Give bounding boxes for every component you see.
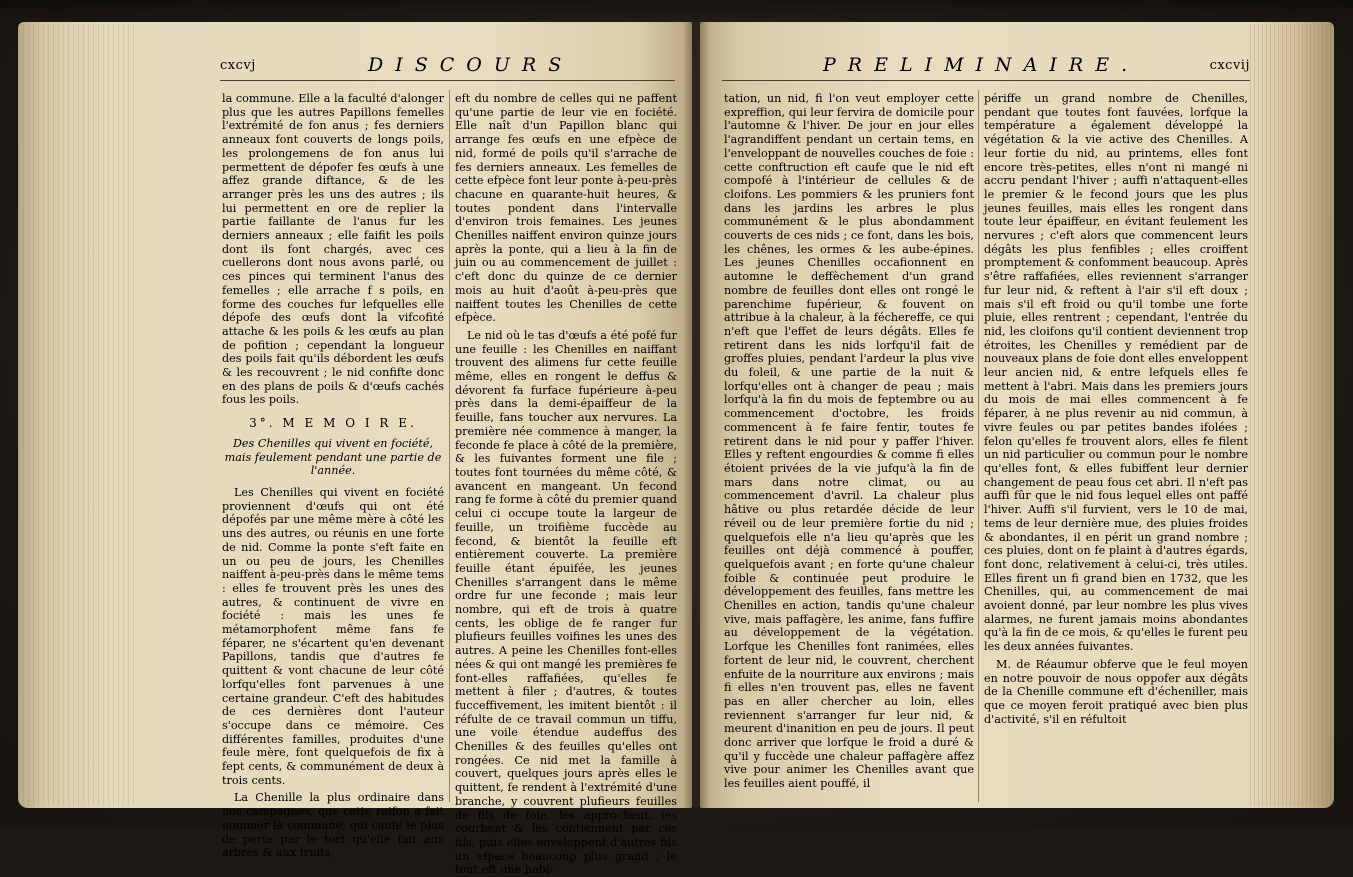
right-column-divider: [978, 90, 979, 802]
left-page-number: cxcvj: [220, 58, 256, 73]
top-shadow: [0, 0, 1353, 24]
paragraph: eft du nombre de celles qui ne paffent qu'une partie de leur vie en fociété. Elle naît d'un Papillon blanc qui arrange fes œufs en une efpèce de nid, formé de poils qu'il s'arrache de fes derniers anneaux. Les femelles de cette efpèce font leur ponte à-peu-près chacune en quarante-huit heures, & toutes pondent dans l'intervalle d'environ trois femaines. Les jeunes Chenilles naiffent environ quinze jours après la ponte, qui a lieu à la fin de juin ou au commencement de juillet : c'eft donc du quinze de ce dernier mois au huit d'août à-peu-près que naiffent toutes les Chenilles de cette efpèce.: [455, 92, 677, 325]
left-head-title: DISCOURS: [368, 54, 574, 76]
paragraph: Le nid où le tas d'œufs a été pofé fur une feuille : les Chenilles en naiffant trouvent des alimens fur cette feuille même, elles en rongent le deffus & dévorent fa furface fupérieure à-peu près dans la demi-épaiffeur de la feuille, fans toucher aux nervures. La première née commence à manger, la feconde fe place à côté de la première, & les fuivantes forment une file ; toutes font tournées du même côté, & avancent en mangeant. Un fecond rang fe forme à côté du premier quand celui ci occupe toute la largeur de feuille, un troifième fuccède au fecond, & bientôt la feuille eft entièrement couverte. La première feuille étant épuifée, les jeunes Chenilles s'arrangent dans le même ordre fur une feconde ; mais leur nombre, qui eft de trois à quatre cents, les oblige de fe ranger fur plufieurs feuilles voifines les unes des autres. A peine les Chenilles font-elles nées & qui ont mangé les premières fe font-elles raffafiées, qu'elles fe mettent à filer ; d'autres, & toutes fucceffivement, les imitent bientôt : il réfulte de ce travail commun un tiffu, une voile étendue audeffus des Chenilles & des feuilles qu'elles ont rongées. Ce nid met la famille à couvert, quelques jours après elles le quittent, fe rendent à l'extrémité d'une branche, y couvrent plufieurs feuilles de fils de foie, les approchent, les courbent & les contiennent par ces fils, puis elles enveloppent d'autres fils un efpace beaucoup plus grand ; le tout eft une habi-: [455, 328, 677, 877]
left-column-divider: [449, 90, 450, 802]
left-page-edges: [18, 24, 138, 806]
paragraph: M. de Réaumur obferve que le feul moyen en notre pouvoir de nous oppofer aux dégâts de la Chenille commune eft d'écheniller, mais que ce moyen feroit pratiqué avec bien plus d'activité, s'il en réfultoit: [984, 657, 1248, 726]
memoir-heading: 3°. M E M O I R E.: [249, 416, 417, 431]
paragraph: Les Chenilles qui vivent en fociété proviennent d'œufs qui ont été dépofés par une même mère à côté les uns des autres, ou réunis en une forte de nid. Comme la ponte s'eft faite en un ou peu de jours, les Chenilles naiffent à-peu-près dans le même tems : elles fe trouvent près les unes des autres, & continuent de vivre en fociété : mais les unes fe métamorphofent même fans fe féparer, ne s'écartent qu'en devenant Papillons, tandis que d'autres fe quittent & vont chacune de leur côté lorfqu'elles font parvenues à une certaine grandeur. C'eft des habitudes de ces dernières dont l'auteur s'occupe dans ce mémoire. Ces différentes familles, produites d'une feule mère, font quelquefois de fix à fept cents, & communément de deux à trois cents.: [222, 485, 444, 787]
left-column-2: [455, 92, 677, 877]
left-running-head: [220, 54, 680, 80]
right-head-rule: [722, 80, 1250, 81]
paragraph: La Chenille la plus ordinaire dans nos campagnes, que cette raifon a fait nommer la commune, qui caufe le plus de perte par le tort qu'elle fait aux arbres & aux fruits,: [222, 791, 444, 860]
paragraph: périffe un grand nombre de Chenilles, pendant que toutes font fauvées, lorfque la température a également développé la végétation & la vie active des Chenilles. A leur fortie du nid, au printems, elles font encore très-petites, elles n'ont ni mangé ni accru pendant l'hiver ; auffi n'attaquent-elles le premier & le fecond jours que les plus jeunes feuilles, mais elles les rongent dans toute leur épaiffeur, en évitant feulement les nervures ; c'eft alors que commencent leurs dégâts les plus fenfibles ; elles croiffent promptement & confomment beaucoup. Après s'être raffafiées, elles reviennent s'arranger fur leur nid, & reftent à l'air s'il eft doux ; mais s'il eft froid ou qu'il tombe une forte pluie, elles rentrent ; cependant, l'entrée du nid, les cloifons qu'il contient deviennent trop étroites, les Chenilles y remédient par de nouveaux plans de foie dont elles enveloppent leur ancien nid, & entre lefquels elles fe mettent à l'abri. Mais dans les premiers jours du mois de mai elles commencent à fe féparer, à ne plus revenir au nid commun, à vivre feules ou par petites bandes ifolées ; felon qu'elles fe trouvent alors, elles fe filent un nid particulier ou commun pour le nombre qu'elles font, & elles fubiffent leur dernier changement de peau fous cet abri. Il n'eft pas auffi fûr que le nid fous lequel elles ont paffé l'hiver. Auffi s'il furvient, vers le 10 de mai, tems de leur dernière mue, des pluies froides & abondantes, il en périt un grand nombre ; ces pluies, dont on fe plaint à d'autres égards, font donc, relativement à celui-ci, très utiles. Elles firent un fi grand bien en 1732, que les Chenilles, qui, au commencement de mai avoient donné, par leur nombre les plus vives alarmes, ne furent jamais moins abondantes qu'à la fin de ce mois, & qu'elles le furent peu les deux années fuivantes.: [984, 92, 1248, 654]
right-column-1: [724, 92, 974, 800]
right-running-head: [715, 54, 1250, 80]
right-page-edges: [1250, 24, 1334, 806]
left-head-rule: [220, 80, 675, 81]
right-column-2: [984, 92, 1248, 800]
memoir-subtitle: Des Chenilles qui vivent en fociété, mais feulement pendant une partie de l'année.: [224, 436, 442, 478]
book-gutter: [683, 22, 709, 808]
paragraph: la commune. Elle a la faculté d'alonger plus que les autres Papillons femelles l'extrémité de fon anus ; fes derniers anneaux font couverts de longs poils, les prolongemens de fon anus lui permettent de dépofer fes œufs à une affez grande diftance, & de les arranger près les uns des autres ; ils lui permettent en ore de replier la partie faillante de l'anus fur les derniers anneaux ; elle faifit les poils dont ils font chargés, avec ces cuellerons dont nous avons parlé, ou ces pinces qui terminent l'anus des femelles ; elle arrache f s poils, en forme des couches fur lefquelles elle dépofe des œufs dont la vifcofité attache & les poils & les œufs au plan de pofition ; cependant la longueur des poils fait qu'ils débordent les œufs & les recouvrent ; le nid confifte donc en des plans de poils & d'œufs cachés fous les poils.: [222, 92, 444, 407]
right-head-title: PRELIMINAIRE.: [823, 54, 1140, 76]
right-page-number: cxcvij: [1209, 58, 1250, 73]
left-column-1: [222, 92, 444, 860]
paragraph: tation, un nid, fi l'on veut employer cette expreffion, qui leur fervira de domicile pour l'automne & l'hiver. De jour en jour elles l'agrandiffent pendant un certain tems, en l'enveloppant de nouvelles couches de foie : cette conftruction eft caufe que le nid eft compofé à l'intérieur de cellules & de cloifons. Les pommiers & les pruniers font dans les jardins les arbres le plus communément & le plus abondamment couverts de ces nids ; ce font, dans les bois, les chênes, les ormes & les aube-épines. Les jeunes Chenilles occafionnent en automne le deffèchement d'un grand nombre de feuilles dont elles ont rongé le parenchime fupérieur, & fouvent on attribue à la chaleur, à la féchereffe, ce qui n'eft que l'effet de leurs dégâts. Elles fe retirent dans les nids lorfqu'il fait de groffes pluies, pendant l'ardeur la plus vive du foleil, & une partie de la nuit & lorfqu'elles ont à changer de peau ; mais lorfqu'à la fin du mois de feptembre ou au commencement d'octobre, les froids commencent à fe faire fentir, toutes fe retirent dans le nid pour y paffer l'hiver. Elles y reftent engourdies & comme fi elles étoient privées de la vie jufqu'à la fin de mars dans notre climat, ou au commencement d'avril. La chaleur plus hâtive ou plus retardée décide de leur réveil ou de leur première fortie du nid ; quelquefois elle n'a lieu qu'après que les feuilles ont déjà commencé à pouffer, quelquefois avant ; en forte qu'une chaleur foible & continuée peut produire le développement des feuilles, fans mettre les Chenilles en action, tandis qu'une chaleur vive, mais paffagère, les anime, fans fuffire au développement de la végétation. Lorfque les Chenilles font ranimées, elles fortent de leur nid, le couvrent, cherchent enfuite de la nourriture aux environs ; mais fi elles n'en trouvent pas, elles ne favent pas en aller chercher au loin, elles reviennent s'arranger fur leur nid, & meurent d'inanition en peu de jours. Il peut donc arriver que lorfque le froid a duré & qu'il y fuccède une chaleur paffagère affez vive pour animer les Chenilles avant que les feuilles aient pouffé, il: [724, 92, 974, 791]
